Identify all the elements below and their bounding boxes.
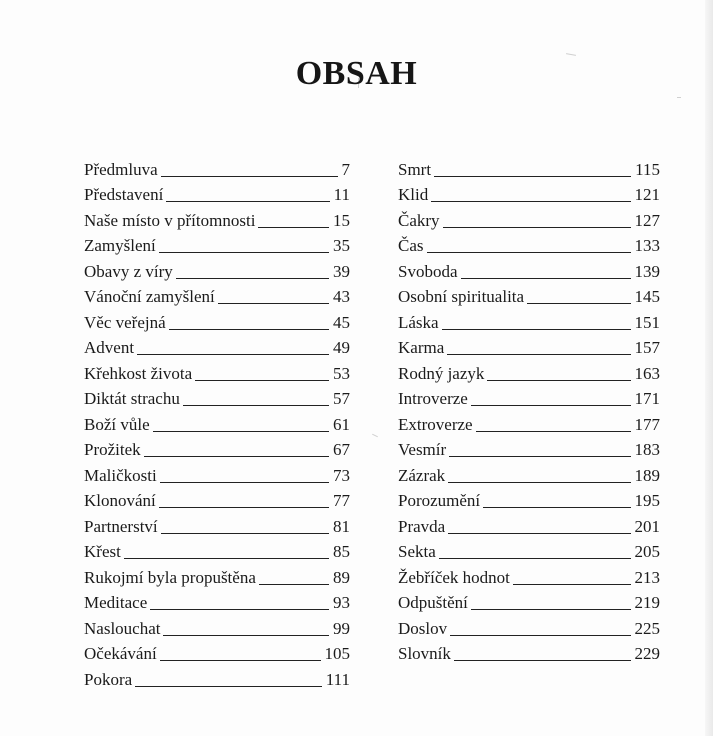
toc-entry-page: 189 (634, 465, 660, 485)
toc-leader-line (483, 507, 630, 508)
toc-leader-line (183, 405, 329, 406)
toc-entry-page: 195 (634, 491, 660, 510)
toc-entry (84, 205, 350, 231)
toc-entry-page: 77 (333, 491, 350, 510)
toc-entry-page: 49 (333, 338, 350, 357)
toc-entry-title: Očekávání (84, 644, 157, 663)
toc-leader-line (144, 456, 329, 457)
toc-leader-line (527, 303, 630, 304)
toc-entry-title: Smrt (398, 159, 432, 179)
toc-entry-page: 35 (333, 236, 350, 255)
toc-entry (398, 409, 660, 435)
toc-entry-page: 225 (634, 618, 660, 638)
toc-entry (84, 256, 350, 282)
toc-entry-page: 127 (634, 210, 660, 230)
toc-entry (84, 562, 350, 588)
toc-entry (84, 435, 350, 461)
toc-entry-page: 133 (634, 236, 660, 255)
toc-entry-page: 57 (333, 389, 350, 408)
toc-entry-title: Žebříček hodnot (398, 567, 510, 587)
toc-entry-title: Vánoční zamyšlení (84, 287, 215, 306)
toc-entry-page: 171 (634, 389, 660, 408)
toc-entry-page: 121 (634, 185, 660, 204)
toc-entry (398, 486, 660, 512)
toc-entry-title: Čas (398, 236, 424, 255)
toc-entry (398, 205, 660, 231)
toc-entry-title: Pravda (398, 516, 446, 536)
toc-entry-title: Čakry (398, 210, 440, 230)
toc-entry-page: 139 (634, 261, 660, 281)
toc-entry-title: Naše místo v přítomnosti (84, 210, 256, 230)
toc-entry-title: Sekta (398, 542, 436, 561)
toc-entry (84, 664, 350, 690)
page-title: OBSAH (295, 54, 418, 92)
toc-entry-page: 67 (333, 440, 350, 459)
toc-entry (398, 358, 660, 384)
scan-speck (677, 97, 681, 98)
toc-entry-page: 205 (634, 542, 660, 561)
scan-speck (372, 434, 378, 437)
toc-entry-title: Představení (84, 185, 164, 204)
toc-leader-line (454, 660, 631, 661)
toc-entry (398, 511, 660, 537)
toc-entry (398, 562, 660, 588)
toc-leader-line (442, 329, 631, 330)
toc-entry (398, 384, 660, 410)
toc-entry (398, 154, 660, 180)
toc-entry (398, 231, 660, 257)
toc-entry (84, 588, 350, 614)
toc-entry (84, 511, 350, 537)
toc-leader-line (471, 405, 631, 406)
toc-leader-line (439, 558, 631, 559)
toc-entry-page: 177 (634, 414, 660, 434)
toc-entry-page: 15 (333, 210, 350, 230)
toc-leader-line (447, 354, 630, 355)
toc-leader-line (153, 431, 329, 432)
toc-entry (84, 537, 350, 563)
toc-leader-line (135, 686, 322, 687)
toc-leader-line (258, 227, 329, 228)
toc-entry-page: 99 (333, 618, 350, 638)
toc-leader-line (137, 354, 329, 355)
toc-entry-page: 213 (634, 567, 660, 587)
toc-entry-title: Rukojmí byla propuštěna (84, 567, 256, 587)
toc-entry (84, 613, 350, 639)
toc-entry-title: Vesmír (398, 440, 447, 459)
page-edge-shadow (705, 0, 713, 736)
toc-entry-title: Introverze (398, 389, 468, 408)
toc-leader-line (450, 635, 630, 636)
toc-entry-title: Extroverze (398, 414, 473, 434)
toc-leader-line (513, 584, 631, 585)
toc-leader-line (461, 278, 631, 279)
toc-leader-line (161, 176, 338, 177)
toc-entry-page: 11 (333, 185, 350, 204)
toc-entry-page: 219 (634, 593, 660, 612)
toc-entry-title: Karma (398, 338, 445, 357)
toc-leader-line (166, 201, 329, 202)
toc-entry-title: Odpuštění (398, 593, 468, 612)
toc-entry-page: 115 (635, 159, 660, 179)
toc-entry-title: Klid (398, 185, 429, 204)
toc-entry (398, 256, 660, 282)
toc-leader-line (448, 533, 630, 534)
toc-entry-title: Meditace (84, 593, 148, 612)
toc-entry-page: 43 (333, 287, 350, 306)
toc-leader-line (159, 507, 329, 508)
toc-entry-title: Rodný jazyk (398, 363, 485, 383)
toc-entry-page: 85 (333, 542, 350, 561)
toc-entry (398, 639, 660, 665)
toc-entry-title: Osobní spiritualita (398, 287, 525, 306)
toc-leader-line (159, 252, 329, 253)
toc-entry-title: Svoboda (398, 261, 458, 281)
toc-entry (398, 307, 660, 333)
toc-leader-line (471, 609, 631, 610)
toc-entry-page: 105 (324, 644, 350, 663)
toc-leader-line (218, 303, 329, 304)
toc-leader-line (124, 558, 329, 559)
toc-entry-page: 7 (341, 159, 350, 179)
toc-entry (84, 384, 350, 410)
toc-entry (84, 154, 350, 180)
toc-leader-line (449, 456, 630, 457)
toc-leader-line (195, 380, 329, 381)
toc-entry-title: Diktát strachu (84, 389, 180, 408)
toc-entry (84, 639, 350, 665)
toc-entry-title: Láska (398, 312, 439, 332)
toc-entry (84, 486, 350, 512)
toc-entry (84, 409, 350, 435)
toc-entry (398, 435, 660, 461)
toc-entry (398, 333, 660, 359)
toc-entry-page: 229 (634, 644, 660, 663)
toc-entry (398, 282, 660, 308)
toc-entry-page: 201 (634, 516, 660, 536)
toc-leader-line (161, 533, 329, 534)
toc-leader-line (443, 227, 631, 228)
toc-leader-line (434, 176, 631, 177)
toc-leader-line (476, 431, 631, 432)
toc-entry (84, 358, 350, 384)
toc-leader-line (487, 380, 630, 381)
toc-entry (398, 537, 660, 563)
toc-entry-page: 39 (333, 261, 350, 281)
toc-entry-page: 73 (333, 465, 350, 485)
toc-entry (84, 307, 350, 333)
toc-leader-line (431, 201, 630, 202)
toc-entry-title: Naslouchat (84, 618, 161, 638)
toc-leader-line (150, 609, 329, 610)
toc-entry-title: Křest (84, 542, 121, 561)
toc-leader-line (427, 252, 631, 253)
toc-entry (84, 180, 350, 206)
toc-leader-line (160, 660, 321, 661)
toc-entry-page: 151 (634, 312, 660, 332)
toc-entry-title: Boží vůle (84, 414, 150, 434)
toc-entry-page: 93 (333, 593, 350, 612)
toc-entry-page: 61 (333, 414, 350, 434)
toc-entry-page: 163 (634, 363, 660, 383)
toc-leader-line (448, 482, 630, 483)
toc-entry-title: Věc veřejná (84, 312, 166, 332)
toc-entry-page: 81 (333, 516, 350, 536)
toc-entry-page: 157 (634, 338, 660, 357)
toc-entry-title: Zamyšlení (84, 236, 156, 255)
toc-entry-title: Předmluva (84, 159, 158, 179)
toc-leader-line (176, 278, 329, 279)
toc-column-left (84, 154, 350, 690)
toc-entry-title: Křehkost života (84, 363, 193, 383)
toc-entry-title: Partnerství (84, 516, 158, 536)
toc-entry-page: 89 (333, 567, 350, 587)
toc-entry-page: 53 (333, 363, 350, 383)
toc-entry-title: Maličkosti (84, 465, 157, 485)
toc-leader-line (169, 329, 329, 330)
toc-entry (84, 282, 350, 308)
toc-entry (398, 180, 660, 206)
toc-entry (398, 613, 660, 639)
toc-entry-title: Prožitek (84, 440, 141, 459)
toc-entry-title: Pokora (84, 669, 133, 689)
toc-entry-title: Advent (84, 338, 135, 357)
toc-leader-line (259, 584, 329, 585)
toc-entry-title: Obavy z víry (84, 261, 173, 281)
toc-entry (398, 460, 660, 486)
toc-entry-page: 183 (634, 440, 660, 459)
toc-entry-title: Klonování (84, 491, 156, 510)
toc-entry (84, 231, 350, 257)
toc-entry-page: 145 (634, 287, 660, 306)
toc-column-right (398, 154, 660, 664)
toc-entry (84, 333, 350, 359)
toc-entry-title: Doslov (398, 618, 448, 638)
toc-entry (84, 460, 350, 486)
toc-entry-title: Porozumění (398, 491, 481, 510)
toc-entry-page: 45 (333, 312, 350, 332)
toc-leader-line (163, 635, 329, 636)
toc-entry (398, 588, 660, 614)
toc-entry-title: Slovník (398, 644, 451, 663)
toc-entry-title: Zázrak (398, 465, 446, 485)
toc-leader-line (160, 482, 329, 483)
toc-entry-page: 111 (325, 669, 350, 689)
